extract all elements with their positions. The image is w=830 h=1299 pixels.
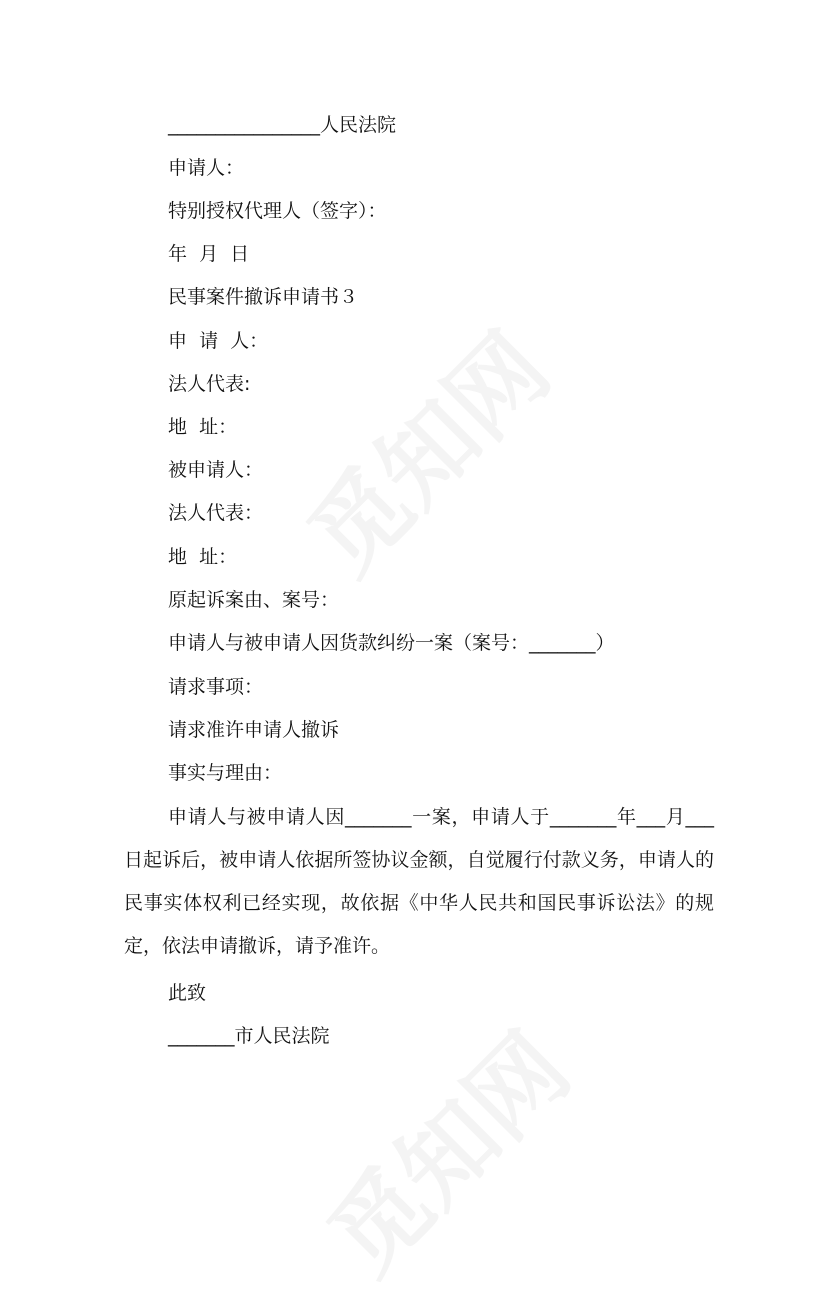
agent-signature-label: 特别授权代理人（签字）： [168,200,387,222]
respondent-legal-rep-label: 法人代表： [168,502,264,524]
watermark [274,298,575,599]
applicant-label-2: 申 请 人： [168,330,269,352]
request-items-label: 请求事项： [168,676,264,698]
court-header-line: ________________人民法院 [168,114,397,136]
applicant-label: 申请人： [168,157,245,179]
respondent-label: 被申请人： [168,459,264,481]
address-label: 地 址： [168,416,238,438]
request-text: 请求准许申请人撤诉 [168,719,340,741]
date-line: 年 月 日 [168,243,250,265]
case-cause-label: 原起诉案由、案号： [168,589,340,611]
facts-paragraph: 申请人与被申请人因_______一案，申请人于_______年___月___日起诉后，被申请人依据所签协议金额，自觉履行付款义务，申请人的民事实体权利已经实现，故依据《中华人民共和国民事诉讼法》的规定，依法申请撤诉，请予准许。 [124,806,714,957]
case-description: 申请人与被申请人因货款纠纷一案（案号：_______） [168,632,615,654]
facts-reasons-label: 事实与理由： [168,762,283,784]
legal-rep-label: 法人代表: [168,373,251,395]
closing-salutation: 此致 [168,982,207,1004]
watermark [294,998,595,1299]
court-addressee: _______市人民法院 [168,1025,330,1047]
document-title: 民事案件撤诉申请书３ [168,286,359,308]
respondent-address-label: 地 址： [168,546,238,568]
